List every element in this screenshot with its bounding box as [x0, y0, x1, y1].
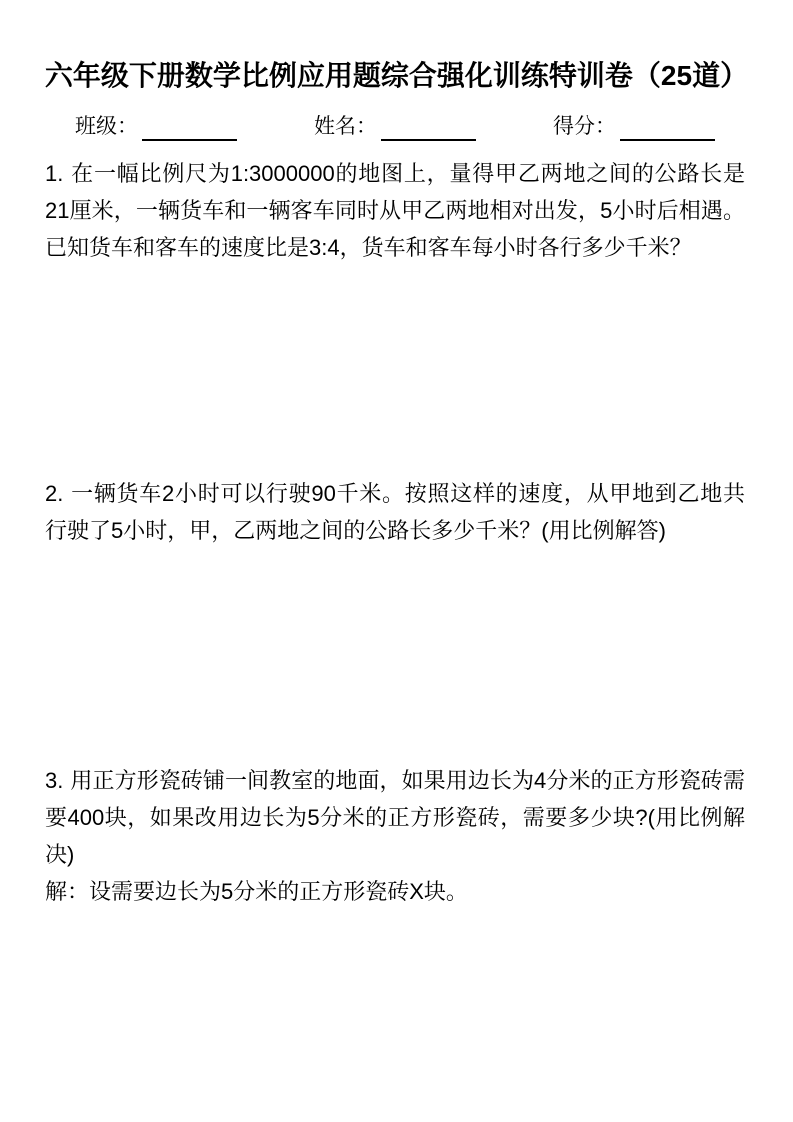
field-score-label: 得分： [553, 115, 616, 138]
problem-3 [45, 762, 745, 910]
problem-2 [45, 475, 745, 762]
field-class [75, 113, 237, 141]
problem-1 [45, 155, 745, 475]
problem-3-paragraph [45, 762, 745, 873]
field-name-blank [381, 115, 476, 141]
problem-1-paragraph [45, 155, 745, 266]
problem-3-text: 用正方形瓷砖铺一间教室的地面，如果用边长为4分米的正方形瓷砖需要400块，如果改用边长为5分米的正方形瓷砖，需要多少块?(用比例解决) [45, 768, 745, 867]
field-class-label: 班级： [75, 115, 138, 138]
problem-2-paragraph [45, 475, 745, 549]
field-score-blank [620, 115, 715, 141]
problem-2-text: 一辆货车2小时可以行驶90千米。按照这样的速度，从甲地到乙地共行驶了5小时，甲，乙两地之间的公路长多少千米？(用比例解答) [45, 481, 745, 543]
problem-2-number: 2. [45, 481, 64, 506]
problem-3-solution-setup: 解：设需要边长为5分米的正方形瓷砖X块。 [45, 879, 468, 904]
field-name [314, 113, 476, 141]
field-class-blank [142, 115, 237, 141]
problem-3-number: 3. [45, 768, 64, 793]
worksheet-title: 六年级下册数学比例应用题综合强化训练特训卷（25道） [44, 60, 749, 91]
problem-1-text: 在一幅比例尺为1:3000000的地图上，量得甲乙两地之间的公路长是21厘米，一辆货车和一辆客车同时从甲乙两地相对出发，5小时后相遇。已知货车和客车的速度比是3:4，货车和客车每小时各行多少千米？ [45, 161, 745, 260]
header-fields-row [75, 113, 715, 141]
field-name-label: 姓名： [314, 115, 377, 138]
problem-1-number: 1. [45, 161, 64, 186]
field-score [553, 113, 715, 141]
